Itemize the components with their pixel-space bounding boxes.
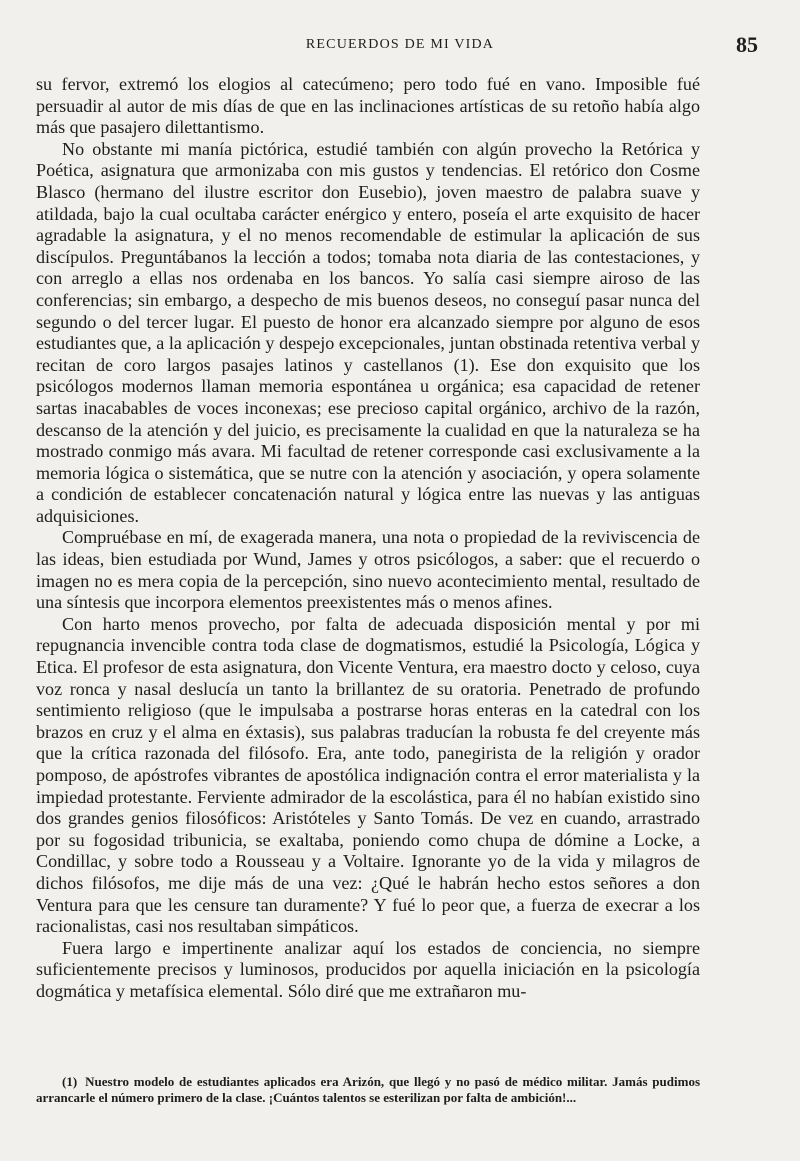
body-text: [36, 74, 700, 1003]
running-title: RECUERDOS DE MI VIDA: [305, 37, 495, 52]
paragraph-1: su fervor, extremó los elogios al catecúmeno; pero todo fué en vano. Imposible fué persuadir al autor de mis días de que en las inclinaciones artísticas de su retoño había algo más que pasajero dilettantismo.: [36, 74, 700, 138]
paragraph-2: No obstante mi manía pictórica, estudié también con algún provecho la Retórica y Poética, asignatura que armonizaba con mis gustos y tendencias. El retórico don Cosme Blasco (hermano del ilustre escritor don Eusebio), joven maestro de palabra suave y atildada, bajo la cual ocultaba carácter enérgico y entero, poseía el arte exquisito de hacer agradable la asignatura, y el no menos recomendable de estimular la aplicación de sus discípulos. Preguntábanos la lección a todos; tomaba nota diaria de las contestaciones, y con arreglo a ellas nos ordenaba en los bancos. Yo salía casi siempre airoso de las conferencias; sin embargo, a despecho de mis buenos deseos, no conseguí pasar nunca del segundo o del tercer lugar. El puesto de honor era alcanzado siempre por alguno de esos estudiantes que, a la aplicación y despejo excepcionales, juntan obstinada retentiva verbal y recitan de coro largos pasajes latinos y castellanos (1). Ese don exquisito que los psicólogos modernos llaman memoria espontánea u orgánica; esa capacidad de retener sartas inacabables de voces inconexas; ese precioso capital orgánico, archivo de la razón, descanso de la atención y del juicio, es precisamente la cualidad en que la naturaleza se ha mostrado conmigo más avara. Mi facultad de retener corresponde casi exclusivamente a la memoria lógica o sistemática, que se nutre con la atención y asociación, y opera solamente a condición de establecer concatenación natural y lógica entre las nuevas y las antiguas adquisiciones.: [36, 138, 700, 526]
footnote-1: [36, 1074, 700, 1106]
page-header: [36, 32, 764, 58]
page-number: 85: [736, 32, 758, 57]
paragraph-5: Fuera largo e impertinente analizar aquí los estados de conciencia, no siempre suficientemente precisos y luminosos, producidos por aquella iniciación en la psicología dogmática y metafísica elemental. Sólo diré que me extrañaron mu-: [36, 937, 700, 1001]
paragraph-4: Con harto menos provecho, por falta de adecuada disposición mental y por mi repugnancia invencible contra toda clase de dogmatismos, estudié la Psicología, Lógica y Etica. El profesor de esta asignatura, don Vicente Ventura, era maestro docto y celoso, cuya voz ronca y nasal deslucía un tanto la brillantez de su oratoria. Penetrado de profundo sentimiento religioso (que le impulsaba a postrarse horas enteras en la catedral con los brazos en cruz y el alma en éxtasis), sus palabras traducían la robusta fe del creyente más que la crítica razonada del filósofo. Era, ante todo, panegirista de la religión y orador pomposo, de apóstrofes vibrantes de apostólica indignación contra el error materialista y la impiedad protestante. Ferviente admirador de la escolástica, para él no habían existido sino dos grandes genios filosóficos: Aristóteles y Santo Tomás. De vez en cuando, arrastrado por su fogosidad tribunicia, se exaltaba, poniendo como chupa de dómine a Locke, a Condillac, y sobre todo a Rousseau y a Voltaire. Ignorante yo de la vida y milagros de dichos filósofos, me dije más de una vez: ¿Qué le habrán hecho estos señores a don Ventura para que les censure tan duramente? Y fué lo peor que, a fuerza de execrar a los racionalistas, casi nos resultaban simpáticos.: [36, 613, 700, 937]
paragraph-3: Compruébase en mí, de exagerada manera, una nota o propiedad de la reviviscencia de las ideas, bien estudiada por Wund, James y otros psicólogos, a saber: que el recuerdo o imagen no es mera copia de la percepción, sino nuevo acontecimiento mental, resultado de una síntesis que incorpora elementos preexistentes más o menos afines.: [36, 527, 700, 613]
footnotes: [36, 1074, 700, 1106]
footnote-text: Nuestro modelo de estudiantes aplicados era Arizón, que llegó y no pasó de médico militar. Jamás pudimos arrancarle el número primero de la clase. ¡Cuántos talentos se esterilizan por falta de ambición!...: [36, 1074, 700, 1105]
footnote-marker: (1): [62, 1074, 78, 1089]
